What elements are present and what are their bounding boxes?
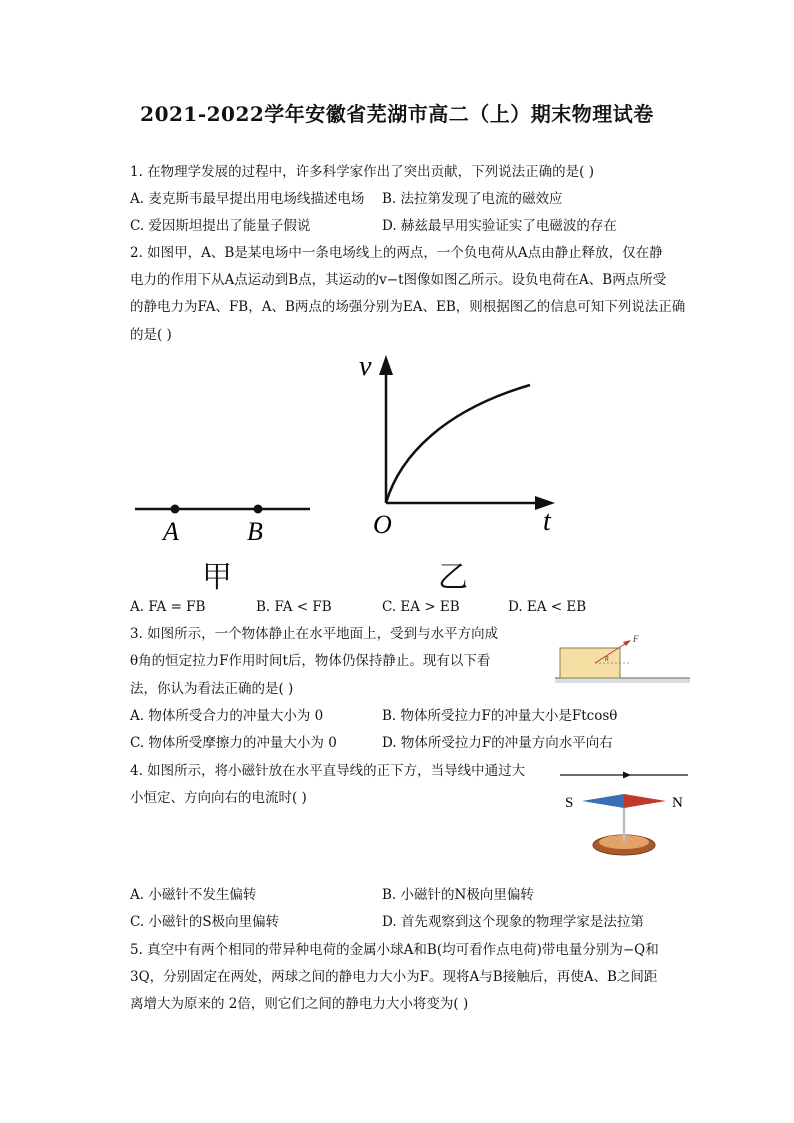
q1-option-a: A. 麦克斯韦最早提出用电场线描述电场 [130,191,365,207]
needle-north-half [624,794,666,808]
force-arrowhead [623,640,631,646]
q2-line-1: 2. 如图甲，A、B是某电场中一条电场线上的两点，一个负电荷从A点由静止释放，仅在静 [130,245,663,261]
q3-option-b: B. 物体所受拉力F的冲量大小是Ftcosθ [382,708,618,724]
q2-line-2: 电力的作用下从A点运动到B点，其运动的v−t图像如图乙所示。设负电荷在A、B两点所受 [130,272,667,288]
current-arrow [623,772,631,779]
v-axis-arrow [379,355,393,375]
axis-t-label: t [543,506,551,537]
caption-yi: 乙 [438,560,468,595]
q2-option-d: D. EA < EB [508,599,587,615]
q1-stem: 1. 在物理学发展的过程中，许多科学家作出了突出贡献，下列说法正确的是( ) [130,164,594,180]
q2-line-4: 的是( ) [130,327,172,343]
q1-option-c: C. 爱因斯坦提出了能量子假说 [130,218,311,234]
origin-label: O [373,510,392,539]
q4-option-c: C. 小磁针的S极向里偏转 [130,914,280,930]
q3-line-1: 3. 如图所示，一个物体静止在水平地面上，受到与水平方向成 [130,626,499,642]
q3-line-2: θ角的恒定拉力F作用时间t后，物体仍保持静止。现有以下看 [130,653,491,669]
force-label: F [633,634,639,644]
figure-block-force [555,630,695,690]
q5-line-3: 离增大为原来的 2倍，则它们之间的静电力大小将变为( ) [130,996,469,1012]
q2-option-c: C. EA > EB [382,599,460,615]
point-b-dot [254,505,263,514]
caption-jia: 甲 [202,560,232,595]
q4-option-d: D. 首先观察到这个现象的物理学家是法拉第 [382,914,644,930]
q4-option-a: A. 小磁针不发生偏转 [130,887,257,903]
label-b: B [247,517,263,546]
label-a: A [163,517,179,546]
q3-option-d: D. 物体所受拉力F的冲量方向水平向右 [382,735,613,751]
figure-vt-graph [355,345,575,545]
vt-curve [386,385,530,503]
q4-line-2: 小恒定、方向向右的电流时( ) [130,790,307,806]
figure-compass [555,765,695,865]
north-label: N [672,795,683,811]
ground [555,678,690,683]
q4-option-b: B. 小磁针的N极向里偏转 [382,887,534,903]
point-a-dot [171,505,180,514]
q5-line-1: 5. 真空中有两个相同的带异种电荷的金属小球A和B(均可看作点电荷)带电量分别为−Q和 [130,942,659,958]
q2-option-b: B. FA < FB [256,599,332,615]
q2-option-a: A. FA = FB [130,599,206,615]
angle-label: θ [605,655,609,663]
q1-option-b: B. 法拉第发现了电流的磁效应 [382,191,563,207]
exam-title: 2021-2022学年安徽省芜湖市高二（上）期末物理试卷 [140,102,654,126]
q3-option-c: C. 物体所受摩擦力的冲量大小为 0 [130,735,337,751]
q3-option-a: A. 物体所受合力的冲量大小为 0 [130,708,324,724]
south-label: S [565,795,574,811]
q1-option-d: D. 赫兹最早用实验证实了电磁波的存在 [382,218,617,234]
q4-line-1: 4. 如图所示，将小磁针放在水平直导线的正下方，当导线中通过大 [130,763,526,779]
q3-line-3: 法，你认为看法正确的是( ) [130,681,294,697]
axis-v-label: v [359,351,372,382]
q2-line-3: 的静电力为FA、FB，A、B两点的场强分别为EA、EB，则根据图乙的信息可知下列说法正确 [130,299,686,315]
needle-south-half [582,794,624,808]
q5-line-2: 3Q，分别固定在两处，两球之间的静电力大小为F。现将A与B接触后，再使A、B之间距 [130,969,658,985]
